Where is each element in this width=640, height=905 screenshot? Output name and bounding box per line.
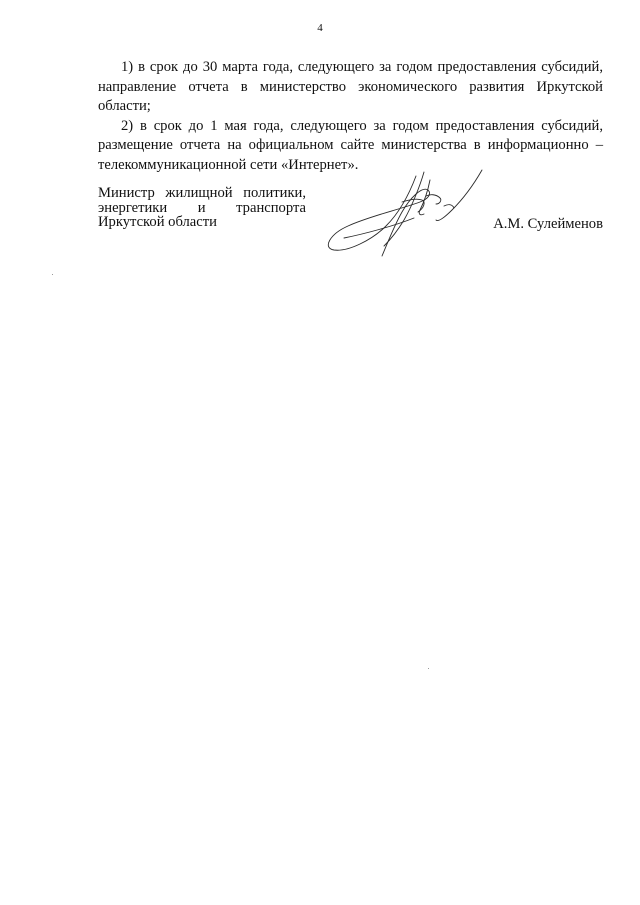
position-line-1: Министр жилищной политики, <box>98 185 306 201</box>
signatory-name: А.М. Сулейменов <box>493 216 603 232</box>
handwritten-signature-icon <box>324 168 504 273</box>
scan-speck <box>52 274 53 275</box>
page-number: 4 <box>317 22 323 34</box>
position-line-3: Иркутской области <box>98 214 217 230</box>
paragraph-item-2: 2) в срок до 1 мая года, следующего за годом предоставления субсидий, размещение отчета на официальном сайте министерства в информационно – телекоммуникационной сети «Интернет». <box>98 117 603 173</box>
position-line-2: энергетики и транспорта <box>98 199 306 216</box>
paragraph-item-1: 1) в срок до 30 марта года, следующего за годом предоставления субсидий, направление отчета в министерство экономического развития Иркутской области; <box>98 59 603 114</box>
signatory-position <box>98 186 306 230</box>
signature-block <box>98 186 603 276</box>
scan-speck <box>428 668 429 669</box>
document-body <box>98 58 603 175</box>
